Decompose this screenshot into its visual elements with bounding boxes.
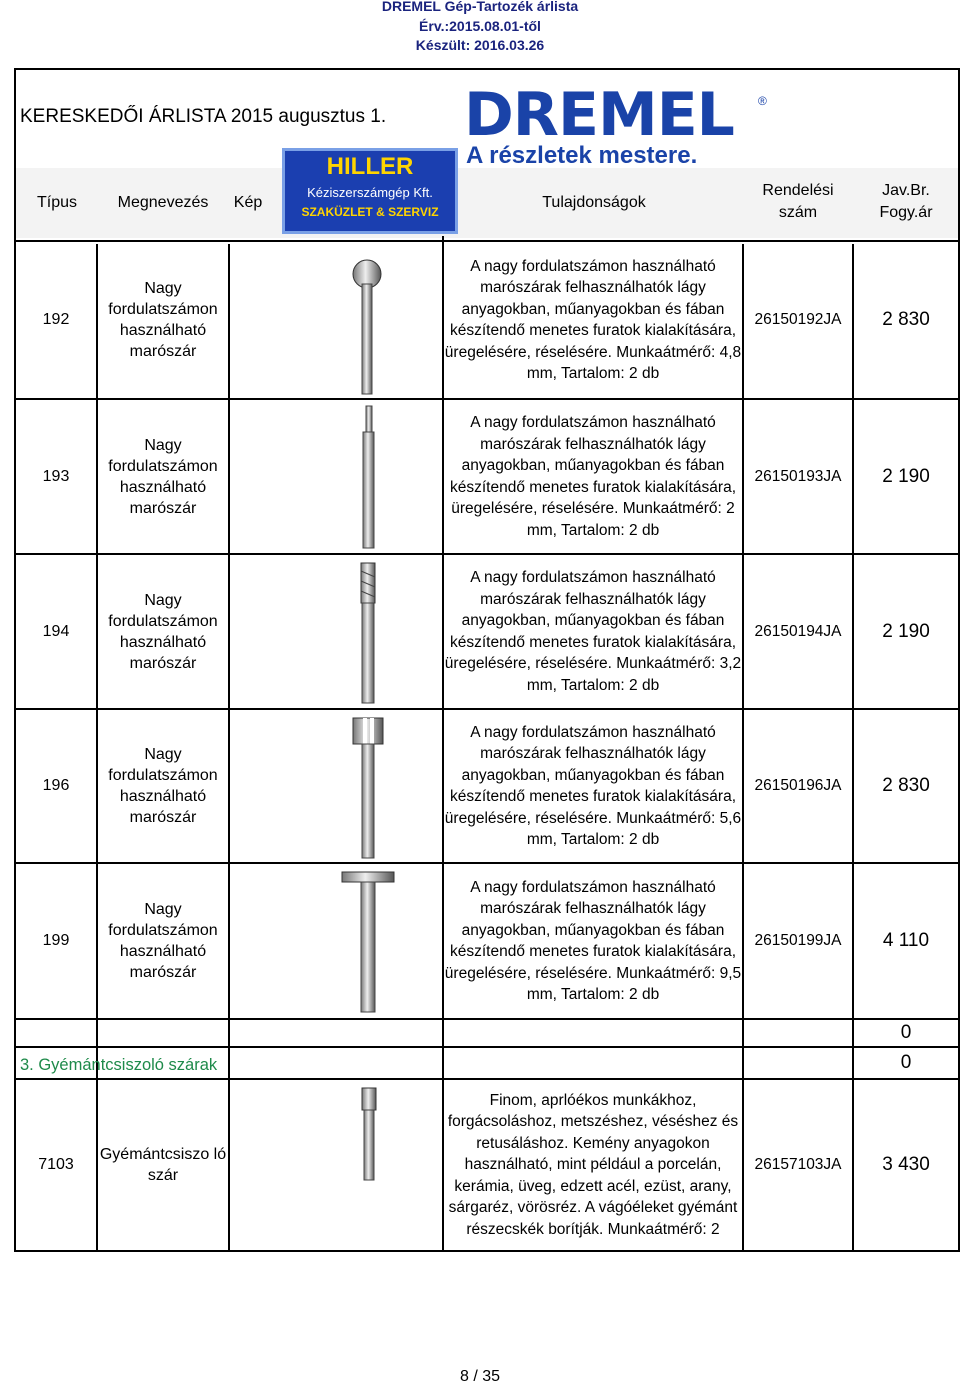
row-194-order-no: 26150194JA <box>754 622 842 640</box>
router-bit-slot-icon <box>230 712 442 862</box>
hiller-logo: HILLER Kéziszerszámgép Kft. SZAKÜZLET & SZERVIZ <box>282 148 458 234</box>
col-order-no: Rendelési szám <box>762 182 834 221</box>
row-7103-props: Finom, aprlóékos munkákhoz, forgácsoláshoz, metszéshez, véséshez és retusáláshoz. Kemény anyagokon használható, mint például a porcelán, kerámia, üveg, edzett acél, ezüst, arany, sárgaréz, vörösréz. A vágóéleket gyémánt részecskék borítják. Munkaátmérő: 2 <box>447 1091 739 1238</box>
row-196-price: 2 830 <box>882 775 930 796</box>
list-title: DREMEL Gép-Tartozék árlista <box>381 0 579 14</box>
row-193-props: A nagy fordulatszámon használható marószárak felhasználhatók lágy anyagokban, műanyagokban és fában készítendő menetes furatok kialakítására, üregelésére, réselésére. Munkaátmérő: 2 mm, Tartalom: 2 db <box>449 414 737 539</box>
row-194-type: 194 <box>42 622 70 640</box>
row-193-type: 193 <box>42 467 70 485</box>
page-number: 8 / 35 <box>459 1368 501 1385</box>
row-192-name: Nagy fordulatszámon használható marószár <box>108 280 218 360</box>
section-title: 3. Gyémántcsiszoló szárak <box>20 1056 218 1074</box>
row-193-order-no: 26150193JA <box>754 467 842 485</box>
row-7103-type: 7103 <box>38 1156 74 1173</box>
col-price: Jav.Br. Fogy.ár <box>879 182 933 221</box>
row-196-order-no: 26150196JA <box>754 777 842 794</box>
row-192-type: 192 <box>42 311 70 328</box>
row-7103-order-no: 26157103JA <box>754 1156 842 1173</box>
row-194-props: A nagy fordulatszámon használható marószárak felhasználhatók lágy anyagokban, műanyagokban és fában készítendő menetes furatok kialakítására, üregelésére, réselésére. Munkaátmérő: 3,2 mm, Tartalom: 2 db <box>444 569 742 694</box>
row-194-name: Nagy fordulatszámon használható marószár <box>108 591 218 672</box>
section-zero: 0 <box>900 1052 912 1073</box>
row-199-type: 199 <box>42 932 70 949</box>
row-194-price: 2 190 <box>882 620 930 642</box>
router-bit-spiral-icon <box>230 557 442 708</box>
router-bit-ball-icon <box>230 244 442 398</box>
row-196-name: Nagy fordulatszámon használható marószár <box>108 746 218 826</box>
row-193-price: 2 190 <box>882 465 930 487</box>
row-196-props: A nagy fordulatszámon használható marószárak felhasználhatók lágy anyagokban, műanyagokban és fában készítendő menetes furatok kialakítására, üregelésére, réselésére. Munkaátmérő: 5,6 mm, Tartalom: 2 db <box>444 723 742 848</box>
row-192-order-no: 26150192JA <box>754 311 842 328</box>
row-193-name: Nagy fordulatszámon használható marószár <box>108 436 218 517</box>
row-199-name: Nagy fordulatszámon használható marószár <box>108 901 218 981</box>
diamond-wheel-point-icon <box>230 1082 442 1250</box>
row-192-price: 2 830 <box>882 309 930 330</box>
dremel-logo: DREMEL ® A részletek mestere. <box>464 80 767 169</box>
row-7103-name: Gyémántcsiszo ló szár <box>99 1146 227 1184</box>
row-196-type: 196 <box>42 777 70 794</box>
row-199-props: A nagy fordulatszámon használható marószárak felhasználhatók lágy anyagokban, műanyagokban és fában készítendő menetes furatok kialakítására, üregelésére, réselésére. Munkaátmérő: 9,5 mm, Tartalom: 2 db <box>444 878 742 1003</box>
row-199-order-no: 26150199JA <box>754 932 842 949</box>
brand-tagline: A részletek mestere. <box>466 142 698 169</box>
created-date: Készült: 2016.03.26 <box>415 37 545 53</box>
subtotal-zero: 0 <box>900 1022 912 1043</box>
col-name: Megnevezés <box>117 194 209 211</box>
col-image: Kép <box>233 194 263 211</box>
col-type: Típus <box>36 194 77 211</box>
row-7103-price: 3 430 <box>882 1154 930 1175</box>
col-props: Tulajdonságok <box>542 194 646 211</box>
row-192-props: A nagy fordulatszámon használható marószárak felhasználhatók lágy anyagokban, műanyagokban és fában készítendő menetes furatok kialakítására, üregelésére, réselésére. Munkaátmérő: 4,8 mm, Tartalom: 2 db <box>444 257 742 382</box>
price-sheet <box>14 68 960 1252</box>
sheet-title: KERESKEDŐI ÁRLISTA 2015 augusztus 1. <box>20 106 387 127</box>
router-bit-thin-icon <box>230 402 442 553</box>
router-bit-tcutter-icon <box>230 866 442 1018</box>
row-199-price: 4 110 <box>882 930 930 951</box>
validity-date: Érv.:2015.08.01-től <box>419 18 541 34</box>
